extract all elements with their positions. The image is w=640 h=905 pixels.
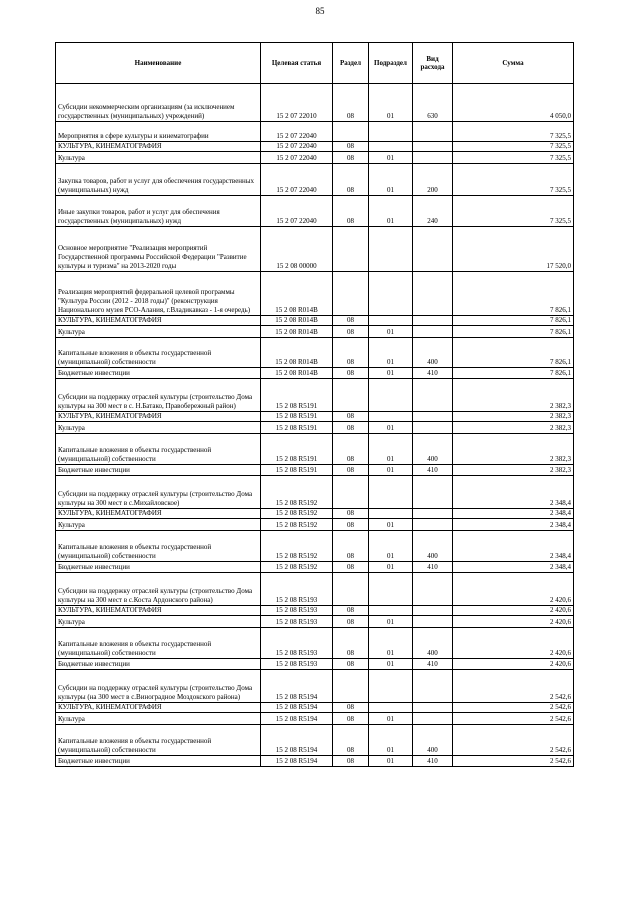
cell-section: 08 (333, 703, 369, 713)
cell-section: 08 (333, 465, 369, 476)
cell-section: 08 (333, 756, 369, 767)
cell-expense-kind (413, 272, 453, 316)
cell-expense-kind (413, 142, 453, 152)
cell-expense-kind (413, 616, 453, 628)
table-row (56, 412, 574, 422)
cell-target-article: 15 2 08 R5193 (261, 616, 333, 628)
cell-expense-kind: 410 (413, 756, 453, 767)
cell-expense-kind: 410 (413, 368, 453, 379)
cell-target-article: 15 2 08 R5191 (261, 412, 333, 422)
cell-subsection (369, 227, 413, 272)
table-row (56, 465, 574, 476)
cell-sum: 7 826,1 (453, 326, 574, 338)
table-row (56, 152, 574, 164)
cell-section: 08 (333, 326, 369, 338)
cell-target-article: 15 2 08 R5193 (261, 659, 333, 670)
cell-sum: 7 325,5 (453, 164, 574, 196)
cell-target-article: 15 2 07 22040 (261, 196, 333, 227)
cell-subsection: 01 (369, 616, 413, 628)
cell-target-article: 15 2 08 R014B (261, 338, 333, 368)
cell-subsection: 01 (369, 326, 413, 338)
table-header-row (56, 43, 574, 84)
cell-name: Мероприятия в сфере культуры и кинематографии (56, 122, 261, 142)
cell-section (333, 379, 369, 412)
cell-sum: 7 325,5 (453, 122, 574, 142)
cell-sum: 2 420,6 (453, 573, 574, 606)
cell-target-article: 15 2 08 R5193 (261, 573, 333, 606)
cell-subsection: 01 (369, 713, 413, 725)
table-row (56, 670, 574, 703)
cell-target-article: 15 2 08 R014B (261, 272, 333, 316)
cell-target-article: 15 2 07 22010 (261, 84, 333, 122)
cell-subsection: 01 (369, 519, 413, 531)
cell-name: КУЛЬТУРА, КИНЕМАТОГРАФИЯ (56, 606, 261, 616)
cell-section: 08 (333, 412, 369, 422)
cell-sum: 7 826,1 (453, 338, 574, 368)
cell-section (333, 476, 369, 509)
cell-name: Бюджетные инвестиции (56, 465, 261, 476)
table-row (56, 756, 574, 767)
cell-expense-kind (413, 316, 453, 326)
cell-section: 08 (333, 152, 369, 164)
table-row (56, 316, 574, 326)
cell-sum: 2 348,4 (453, 476, 574, 509)
cell-expense-kind: 410 (413, 562, 453, 573)
cell-sum: 7 325,5 (453, 142, 574, 152)
cell-name: КУЛЬТУРА, КИНЕМАТОГРАФИЯ (56, 509, 261, 519)
cell-target-article: 15 2 08 R5192 (261, 562, 333, 573)
table-row (56, 509, 574, 519)
cell-name: Капитальные вложения в объекты государственной (муниципальной) собственности (56, 725, 261, 756)
cell-sum: 2 420,6 (453, 659, 574, 670)
cell-section (333, 227, 369, 272)
cell-section: 08 (333, 659, 369, 670)
cell-expense-kind: 630 (413, 84, 453, 122)
cell-sum: 2 348,4 (453, 562, 574, 573)
cell-subsection (369, 476, 413, 509)
table-row (56, 379, 574, 412)
cell-sum: 2 420,6 (453, 628, 574, 659)
cell-target-article: 15 2 08 R5194 (261, 756, 333, 767)
cell-target-article: 15 2 08 R5191 (261, 379, 333, 412)
cell-sum: 2 542,6 (453, 670, 574, 703)
cell-name: Субсидии некоммерческим организациям (за исключением государственных (муниципальных) учреждений) (56, 84, 261, 122)
cell-name: Субсидии на поддержку отраслей культуры (строительство Дома культуры на 300 мест в с.Коста Ардонского района) (56, 573, 261, 606)
cell-sum: 2 542,6 (453, 713, 574, 725)
cell-subsection: 01 (369, 196, 413, 227)
cell-subsection (369, 272, 413, 316)
cell-name: Капитальные вложения в объекты государственной (муниципальной) собственности (56, 434, 261, 465)
cell-name: КУЛЬТУРА, КИНЕМАТОГРАФИЯ (56, 703, 261, 713)
cell-subsection: 01 (369, 422, 413, 434)
cell-section: 08 (333, 531, 369, 562)
cell-name: Реализация мероприятий федеральной целевой программы "Культура России (2012 - 2018 годы)" (реконструкция Национального музея РСО-Алания, г.Владикавказ - 1-я очередь) (56, 272, 261, 316)
table-row (56, 272, 574, 316)
cell-sum: 2 348,4 (453, 531, 574, 562)
cell-subsection (369, 142, 413, 152)
cell-name: Культура (56, 422, 261, 434)
cell-section: 08 (333, 368, 369, 379)
cell-sum: 2 382,3 (453, 379, 574, 412)
cell-section: 08 (333, 422, 369, 434)
cell-subsection: 01 (369, 434, 413, 465)
cell-name: Капитальные вложения в объекты государственной (муниципальной) собственности (56, 338, 261, 368)
cell-expense-kind: 200 (413, 164, 453, 196)
cell-subsection: 01 (369, 756, 413, 767)
table-row (56, 659, 574, 670)
cell-expense-kind: 410 (413, 465, 453, 476)
table-row (56, 616, 574, 628)
table-row (56, 703, 574, 713)
cell-name: Культура (56, 326, 261, 338)
cell-subsection (369, 316, 413, 326)
header-expense-kind: Вид расхода (413, 43, 453, 84)
cell-subsection (369, 670, 413, 703)
cell-expense-kind (413, 422, 453, 434)
cell-section: 08 (333, 519, 369, 531)
cell-subsection: 01 (369, 628, 413, 659)
cell-name: Бюджетные инвестиции (56, 562, 261, 573)
budget-table (55, 42, 574, 767)
cell-sum: 2 542,6 (453, 703, 574, 713)
cell-expense-kind (413, 606, 453, 616)
cell-section: 08 (333, 606, 369, 616)
cell-sum: 4 050,0 (453, 84, 574, 122)
cell-expense-kind (413, 573, 453, 606)
cell-name: Субсидии на поддержку отраслей культуры (строительство Дома культуры на 300 мест в с.Михайловское) (56, 476, 261, 509)
cell-expense-kind (413, 326, 453, 338)
cell-subsection: 01 (369, 164, 413, 196)
cell-expense-kind (413, 152, 453, 164)
cell-section: 08 (333, 338, 369, 368)
header-sum: Сумма (453, 43, 574, 84)
table-row (56, 422, 574, 434)
cell-sum: 2 382,3 (453, 434, 574, 465)
cell-subsection: 01 (369, 531, 413, 562)
table-row (56, 476, 574, 509)
table-row (56, 164, 574, 196)
cell-section: 08 (333, 84, 369, 122)
cell-sum: 7 826,1 (453, 316, 574, 326)
cell-name: Бюджетные инвестиции (56, 659, 261, 670)
cell-expense-kind: 240 (413, 196, 453, 227)
table-row (56, 434, 574, 465)
header-section: Раздел (333, 43, 369, 84)
table-row (56, 531, 574, 562)
cell-sum: 2 382,3 (453, 465, 574, 476)
cell-expense-kind: 400 (413, 628, 453, 659)
cell-sum: 2 542,6 (453, 725, 574, 756)
cell-expense-kind: 400 (413, 434, 453, 465)
cell-name: Субсидии на поддержку отраслей культуры (строительство Дома культуры на 300 мест в с. Н.Батако, Правобережный район) (56, 379, 261, 412)
cell-section: 08 (333, 628, 369, 659)
table-row (56, 628, 574, 659)
cell-subsection (369, 122, 413, 142)
cell-subsection (369, 509, 413, 519)
cell-name: Закупка товаров, работ и услуг для обеспечения государственных (муниципальных) нужд (56, 164, 261, 196)
cell-subsection (369, 573, 413, 606)
cell-expense-kind (413, 412, 453, 422)
cell-section: 08 (333, 616, 369, 628)
cell-target-article: 15 2 08 R5191 (261, 465, 333, 476)
cell-subsection: 01 (369, 152, 413, 164)
cell-subsection: 01 (369, 465, 413, 476)
cell-sum: 7 325,5 (453, 152, 574, 164)
cell-name: Культура (56, 152, 261, 164)
cell-expense-kind (413, 476, 453, 509)
cell-section (333, 573, 369, 606)
cell-subsection: 01 (369, 338, 413, 368)
cell-target-article: 15 2 08 R014B (261, 316, 333, 326)
table-row (56, 227, 574, 272)
cell-expense-kind (413, 509, 453, 519)
cell-target-article: 15 2 07 22040 (261, 152, 333, 164)
cell-target-article: 15 2 08 R5194 (261, 713, 333, 725)
cell-expense-kind (413, 379, 453, 412)
cell-target-article: 15 2 07 22040 (261, 164, 333, 196)
cell-name: Культура (56, 713, 261, 725)
cell-name: Бюджетные инвестиции (56, 368, 261, 379)
cell-target-article: 15 2 08 R5191 (261, 422, 333, 434)
cell-section (333, 272, 369, 316)
cell-target-article: 15 2 08 R5191 (261, 434, 333, 465)
cell-expense-kind (413, 519, 453, 531)
cell-target-article: 15 2 08 R5192 (261, 509, 333, 519)
cell-sum: 17 520,0 (453, 227, 574, 272)
cell-section (333, 122, 369, 142)
cell-target-article: 15 2 08 R5192 (261, 519, 333, 531)
cell-sum: 2 382,3 (453, 412, 574, 422)
header-target-article: Целевая статья (261, 43, 333, 84)
cell-expense-kind (413, 703, 453, 713)
cell-subsection: 01 (369, 659, 413, 670)
cell-target-article: 15 2 08 R014B (261, 326, 333, 338)
table-row (56, 196, 574, 227)
cell-name: Бюджетные инвестиции (56, 756, 261, 767)
cell-subsection: 01 (369, 368, 413, 379)
page-number: 85 (315, 6, 325, 16)
cell-name: Иные закупки товаров, работ и услуг для обеспечения государственных (муниципальных) нужд (56, 196, 261, 227)
cell-subsection: 01 (369, 725, 413, 756)
table-row (56, 713, 574, 725)
table-row (56, 519, 574, 531)
cell-expense-kind (413, 227, 453, 272)
cell-expense-kind: 400 (413, 338, 453, 368)
cell-target-article: 15 2 08 R5193 (261, 606, 333, 616)
cell-subsection (369, 703, 413, 713)
cell-name: Капитальные вложения в объекты государственной (муниципальной) собственности (56, 628, 261, 659)
cell-target-article: 15 2 08 R5193 (261, 628, 333, 659)
cell-target-article: 15 2 08 R5194 (261, 725, 333, 756)
cell-sum: 2 348,4 (453, 509, 574, 519)
cell-section (333, 670, 369, 703)
cell-expense-kind (413, 670, 453, 703)
cell-section: 08 (333, 316, 369, 326)
cell-sum: 2 348,4 (453, 519, 574, 531)
cell-expense-kind: 400 (413, 725, 453, 756)
table-body (56, 84, 574, 767)
cell-subsection: 01 (369, 562, 413, 573)
header-subsection: Подраздел (369, 43, 413, 84)
table-row (56, 562, 574, 573)
cell-sum: 2 542,6 (453, 756, 574, 767)
table-row (56, 122, 574, 142)
cell-sum: 7 325,5 (453, 196, 574, 227)
cell-target-article: 15 2 08 R5192 (261, 476, 333, 509)
cell-target-article: 15 2 08 R5194 (261, 703, 333, 713)
cell-name: Культура (56, 616, 261, 628)
cell-subsection: 01 (369, 84, 413, 122)
table-row (56, 338, 574, 368)
cell-expense-kind: 410 (413, 659, 453, 670)
cell-sum: 2 420,6 (453, 606, 574, 616)
cell-section: 08 (333, 562, 369, 573)
cell-target-article: 15 2 08 R014B (261, 368, 333, 379)
cell-target-article: 15 2 08 00000 (261, 227, 333, 272)
cell-name: Капитальные вложения в объекты государственной (муниципальной) собственности (56, 531, 261, 562)
cell-target-article: 15 2 08 R5194 (261, 670, 333, 703)
header-name: Наименование (56, 43, 261, 84)
cell-name: Субсидии на поддержку отраслей культуры (строительство Дома культуры (на 300 мест в с.Виноградное Моздокского района) (56, 670, 261, 703)
cell-sum: 2 420,6 (453, 616, 574, 628)
cell-name: КУЛЬТУРА, КИНЕМАТОГРАФИЯ (56, 316, 261, 326)
cell-subsection (369, 412, 413, 422)
cell-expense-kind (413, 122, 453, 142)
cell-section: 08 (333, 196, 369, 227)
table-row (56, 368, 574, 379)
table-row (56, 606, 574, 616)
cell-expense-kind (413, 713, 453, 725)
table-row (56, 84, 574, 122)
table-row (56, 326, 574, 338)
table-row (56, 142, 574, 152)
cell-section: 08 (333, 713, 369, 725)
cell-sum: 2 382,3 (453, 422, 574, 434)
cell-section: 08 (333, 509, 369, 519)
cell-section: 08 (333, 725, 369, 756)
cell-name: Культура (56, 519, 261, 531)
cell-sum: 7 826,1 (453, 368, 574, 379)
cell-target-article: 15 2 07 22040 (261, 122, 333, 142)
cell-target-article: 15 2 07 22040 (261, 142, 333, 152)
cell-section: 08 (333, 142, 369, 152)
cell-sum: 7 826,1 (453, 272, 574, 316)
cell-section: 08 (333, 434, 369, 465)
cell-expense-kind: 400 (413, 531, 453, 562)
cell-section: 08 (333, 164, 369, 196)
cell-subsection (369, 379, 413, 412)
cell-name: Основное мероприятие "Реализация мероприятий Государственной программы Российской Федерации "Развитие культуры и туризма" на 2013-2020 годы (56, 227, 261, 272)
table-row (56, 725, 574, 756)
cell-target-article: 15 2 08 R5192 (261, 531, 333, 562)
cell-subsection (369, 606, 413, 616)
cell-name: КУЛЬТУРА, КИНЕМАТОГРАФИЯ (56, 142, 261, 152)
cell-name: КУЛЬТУРА, КИНЕМАТОГРАФИЯ (56, 412, 261, 422)
table-row (56, 573, 574, 606)
